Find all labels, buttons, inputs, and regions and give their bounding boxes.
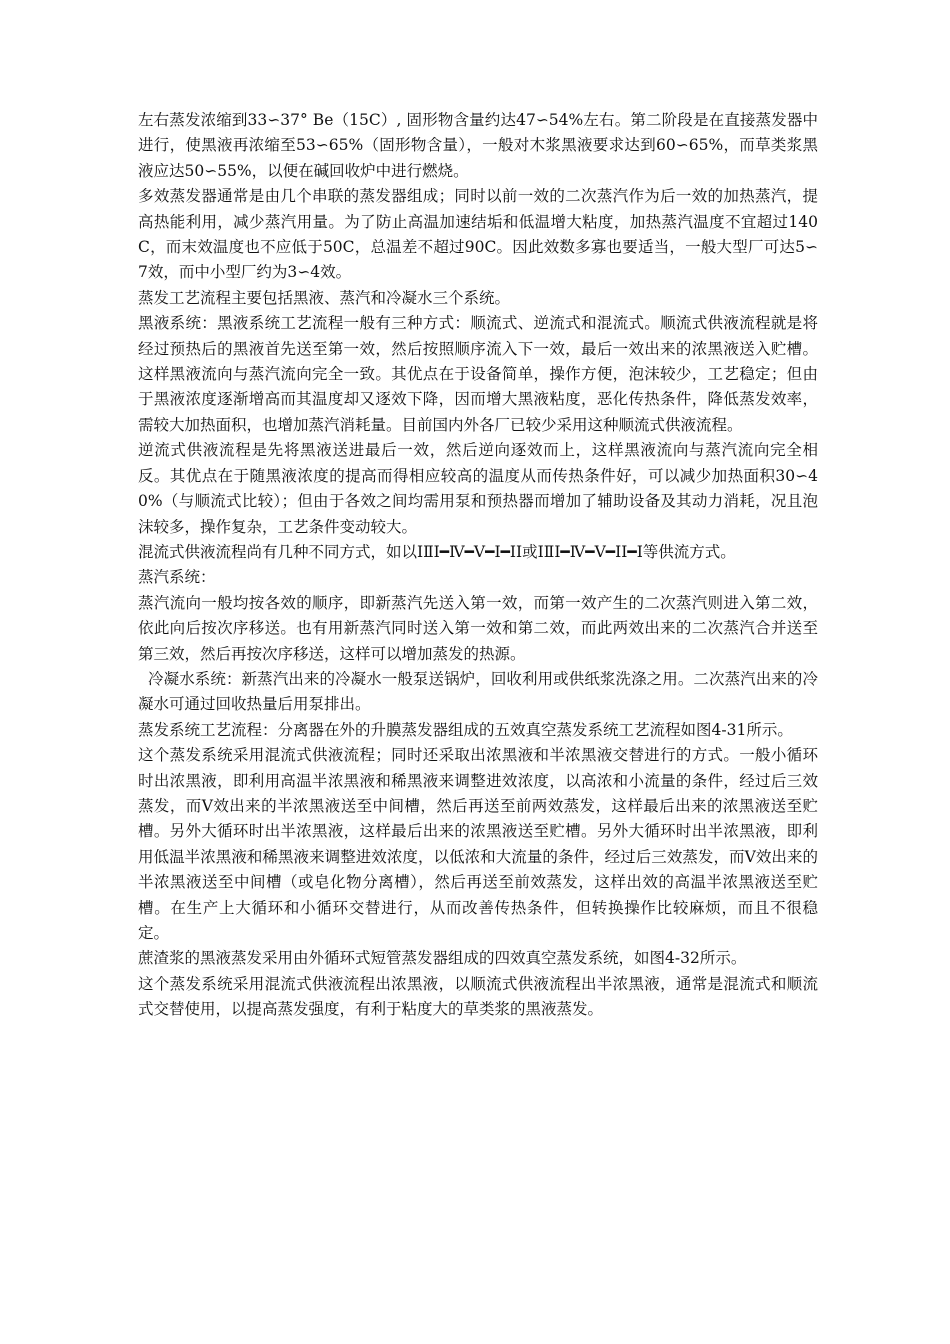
paragraph-condensate-system: 冷凝水系统：新蒸汽出来的冷凝水一般泵送锅炉，回收利用或供纸浆洗涤之用。二次蒸汽出来的冷凝水可通过回收热量后用泵排出。 (138, 669, 818, 714)
document-body (138, 108, 818, 1023)
paragraph-process-systems: 蒸发工艺流程主要包括黑液、蒸汽和冷凝水三个系统。 (138, 288, 511, 307)
paragraph-steam-system-heading: 蒸汽系统： (138, 568, 216, 587)
paragraph-black-liquor-system: 黑液系统：黑液系统工艺流程一般有三种方式：顺流式、逆流式和混流式。顺流式供液流程就是将经过预热后的黑液首先送至第一效，然后按照顺序流入下一效，最后一效出来的浓黑液送入贮槽。这样黑液流向与蒸汽流向完全一致。其优点在于设备简单，操作方便，泡沫较少，工艺稳定；但由于黑液浓度逐渐增高而其温度却又逐效下降，因而增大黑液粘度，恶化传热条件，降低蒸发效率，需较大加热面积，也增加蒸汽消耗量。目前国内外各厂已较少采用这种顺流式供液流程。 (138, 314, 818, 434)
paragraph-alternating-use: 这个蒸发系统采用混流式供液流程出浓黑液，以顺流式供液流程出半浓黑液，通常是混流式和顺流式交替使用，以提高蒸发强度，有利于粘度大的草类浆的黑液蒸发。 (138, 974, 818, 1019)
paragraph-evaporation-process: 蒸发系统工艺流程：分离器在外的升膜蒸发器组成的五效真空蒸发系统工艺流程如图4-31所示。 (138, 720, 793, 739)
paragraph-mixed-flow: 混流式供液流程尚有几种不同方式，如以ⅠⅡⅠ━Ⅳ━Ⅴ━Ⅰ━ⅠⅠ或ⅠⅡⅠ━Ⅳ━Ⅴ━ⅠⅠ━Ⅰ等供流方式。 (138, 542, 736, 561)
paragraph-multi-effect-evaporator: 多效蒸发器通常是由几个串联的蒸发器组成；同时以前一效的二次蒸汽作为后一效的加热蒸汽，提高热能利用，减少蒸汽用量。为了防止高温加速结垢和低温增大粘度，加热蒸汽温度不宜超过140C，而末效温度也不应低于50C，总温差不超过90C。因此效数多寡也要适当，一般大型厂可达5∽7效，而中小型厂约为3∽4效。 (138, 187, 818, 282)
paragraph-mixed-flow-operation: 这个蒸发系统采用混流式供液流程；同时还采取出浓黑液和半浓黑液交替进行的方式。一般小循环时出浓黑液，即利用高温半浓黑液和稀黑液来调整进效浓度，以高浓和小流量的条件，经过后三效蒸发，而Ⅴ效出来的半浓黑液送至中间槽，然后再送至前两效蒸发，这样最后出来的浓黑液送至贮槽。另外大循环时出半浓黑液，这样最后出来的浓黑液送至贮槽。另外大循环时出半浓黑液，即利用低温半浓黑液和稀黑液来调整进效浓度，以低浓和大流量的条件，经过后三效蒸发，而Ⅴ效出来的半浓黑液送至中间槽（或皂化物分离槽），然后再送至前效蒸发，这样出效的高温半浓黑液送至贮槽。在生产上大循环和小循环交替进行，从而改善传热条件，但转换操作比较麻烦，而且不很稳定。 (138, 746, 818, 942)
paragraph-bagasse-evaporation: 蔗渣浆的黑液蒸发采用由外循环式短管蒸发器组成的四效真空蒸发系统，如图4-32所示。 (138, 949, 747, 968)
paragraph-steam-flow: 蒸汽流向一般均按各效的顺序，即新蒸汽先送入第一效，而第一效产生的二次蒸汽则进入第二效，依此向后按次序移送。也有用新蒸汽同时送入第一效和第二效，而此两效出来的二次蒸汽合并送至第三效，然后再按次序移送，这样可以增加蒸发的热源。 (138, 593, 818, 663)
paragraph-counter-flow: 逆流式供液流程是先将黑液送进最后一效，然后逆向逐效而上，这样黑液流向与蒸汽流向完全相反。其优点在于随黑液浓度的提高而得相应较高的温度从而传热条件好，可以减少加热面积30∽40%（与顺流式比较）；但由于各效之间均需用泵和预热器而增加了辅助设备及其动力消耗，况且泡沫较多，操作复杂，工艺条件变动较大。 (138, 441, 818, 536)
paragraph-evaporation-stage: 左右蒸发浓缩到33∽37° Be（15C）, 固形物含量约达47∽54%左右。第二阶段是在直接蒸发器中进行，使黑液再浓缩至53∽65%（固形物含量），一般对木浆黑液要求达到60∽65%，而草类浆黑液应达50∽55%，以便在碱回收炉中进行燃烧。 (138, 111, 818, 180)
